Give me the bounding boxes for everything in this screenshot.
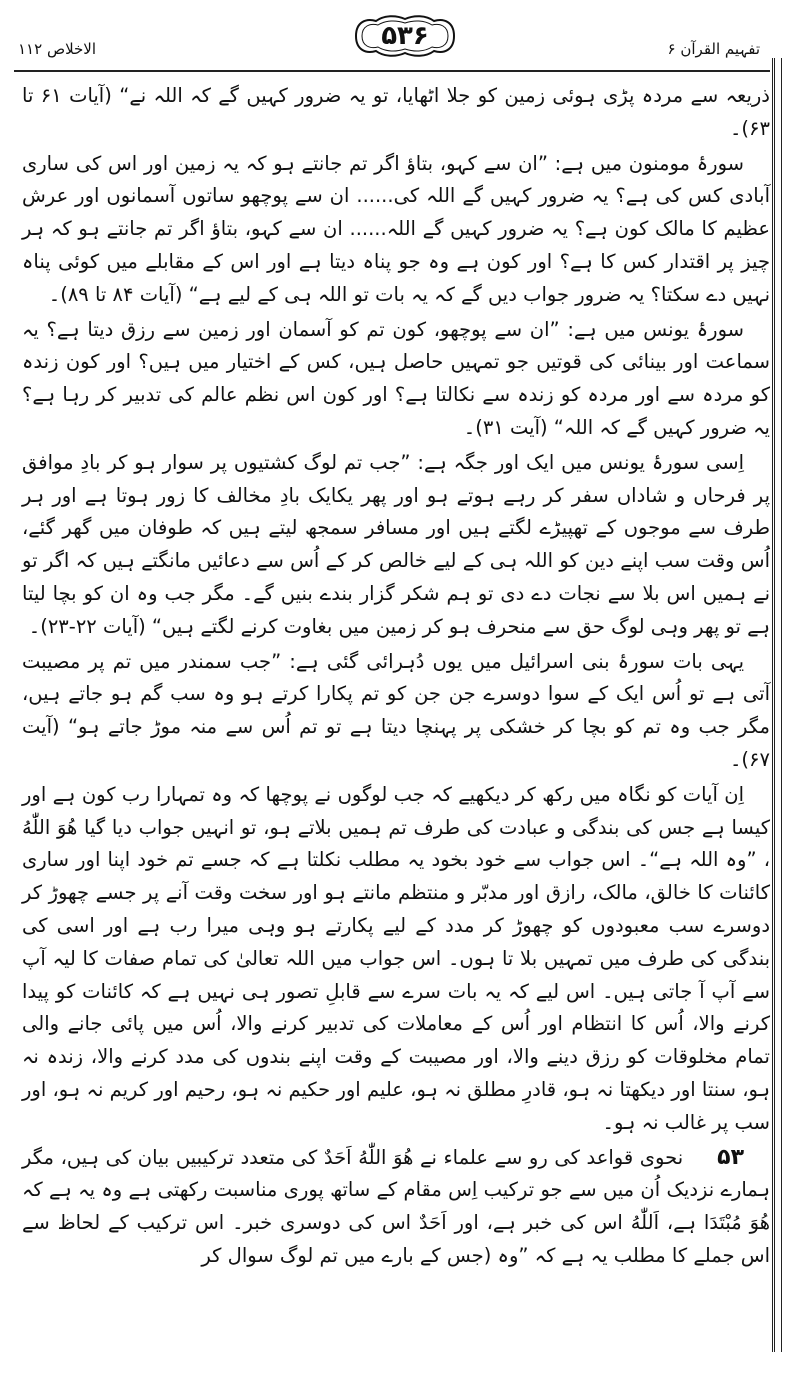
page-number: ۵۳۶ — [381, 21, 429, 51]
paragraph: ذریعہ سے مردہ پڑی ہوئی زمین کو جلا اٹھایا، تو یہ ضرور کہیں گے کہ اللہ نے“ (آیات ۶۱ تا ۶۳)۔ — [22, 84, 770, 140]
paragraph: سورۂ مومنون میں ہے: ”ان سے کہو، بتاؤ اگر تم جانتے ہو کہ یہ زمین اور اس کی ساری آبادی کس کی ہے؟ یہ ضرور کہیں گے اللہ کی...... ان سے پوچھو ساتوں آسمانوں اور عرش عظیم کا مالک کون ہے؟ یہ ضرور کہیں گے اللہ...... ان سے کہو، بتاؤ اگر تم جانتے ہو کہ ہر چیز پر اقتدار کس کا ہے؟ اور کون ہے وہ جو پناہ دیتا ہے اور اس کے مقابلے میں کوئی پناہ نہیں دے سکتا؟ یہ ضرور جواب دیں گے کہ یہ بات تو اللہ ہی کے لیے ہے“ (آیات ۸۴ تا ۸۹)۔ — [22, 151, 770, 306]
paragraph: سورۂ یونس میں ہے: ”ان سے پوچھو، کون تم کو آسمان اور زمین سے رزق دیتا ہے؟ یہ سماعت اور بینائی کی قوتیں جو تمہیں حاصل ہیں، کس کے اختیار میں ہیں؟ اور کون زندہ کو مردہ سے اور مردہ کو زندہ سے نکالتا ہے؟ اور کون اس نظم عالم کی تدبیر کر رہا ہے؟ یہ ضرور کہیں گے کہ اللہ“ (آیت ۳۱)۔ — [22, 317, 770, 439]
footnote-number: ۵۳ — [717, 1144, 744, 1170]
paragraph: اِن آیات کو نگاہ میں رکھ کر دیکھیے کہ جب لوگوں نے پوچھا کہ وہ تمہارا رب کون ہے اور کیسا ہے جس کی بندگی و عبادت کی طرف تم ہمیں بلاتے ہو، تو انہیں جواب دیا گیا هُوَ اللّٰهُ ، ”وہ اللہ ہے“۔ اس جواب سے خود بخود یہ مطلب نکلتا ہے کہ جسے تم خود اپنا اور ساری کائنات کا خالق، مالک، رازق اور مدبّر و منتظم مانتے ہو اور سخت وقت آنے پر جسے چھوڑ کر دوسرے سب معبودوں کو چھوڑ کر مدد کے لیے پکارتے ہو وہی میرا رب ہے اور اسی کی بندگی کی طرف میں تمہیں بلا تا ہوں۔ اس جواب میں اللہ تعالیٰ کی تمام صفات کا لیہ آپ سے آپ آ جاتی ہیں۔ اس لیے کہ یہ بات سرے سے قابلِ تصور ہی نہیں ہے کہ کائنات کو پیدا کرنے والا، اُس کا انتظام اور اُس کے معاملات کی تدبیر کرنے والا، اُس میں پائی جانے والی تمام مخلوقات کو رزق دینے والا، اور مصیبت کے وقت اپنے بندوں کی مدد کرنے والا، زندہ نہ ہو، سنتا اور دیکھتا نہ ہو، قادرِ مطلق نہ ہو، علیم اور حکیم نہ ہو، رحیم اور کریم نہ ہو، اور سب پر غالب نہ ہو۔ — [22, 782, 770, 1134]
header-rule — [14, 70, 770, 72]
surah-reference: الاخلاص ۱۱۲ — [18, 40, 97, 58]
footnote — [22, 1142, 770, 1273]
paragraph: اِسی سورۂ یونس میں ایک اور جگہ ہے: ”جب تم لوگ کشتیوں پر سوار ہو کر بادِ موافق پر فرحاں و شاداں سفر کر رہے ہوتے ہو اور پھر یکایک بادِ مخالف کا زور ہوتا ہے اور ہر طرف سے موجوں کے تھپیڑے لگتے ہیں اور مسافر سمجھ لیتے ہیں کہ طوفان میں گھر گئے، اُس وقت سب اپنے دین کو اللہ ہی کے لیے خالص کر کے اُس سے دعائیں مانگتے ہیں کہ اگر تو نے ہمیں اس بلا سے نجات دے دی تو ہم شکر گزار بندے بنیں گے۔ مگر جب وہ ان کو بچا لیتا ہے تو پھر وہی لوگ حق سے منحرف ہو کر زمین میں بغاوت کرنے لگتے ہیں“ (آیات ۲۲-۲۳)۔ — [22, 450, 770, 638]
main-text — [22, 80, 770, 1360]
margin-border — [772, 58, 782, 1352]
book-title: تفہیم القرآن ۶ — [667, 40, 760, 58]
paragraph: یہی بات سورۂ بنی اسرائیل میں یوں دُہرائی گئی ہے: ”جب سمندر میں تم پر مصیبت آتی ہے تو اُس ایک کے سوا دوسرے جن جن کو تم پکارا کرتے ہو وہ سب گم ہو جاتے ہیں، مگر جب وہ تم کو بچا کر خشکی پر پہنچا دیتا ہے تو تم اُس سے منہ موڑ جاتے ہو“ (آیت ۶۷)۔ — [22, 649, 770, 771]
footnote-text: نحوی قواعد کی رو سے علماء نے هُوَ اللّٰهُ اَحَدٌ کی متعدد ترکیبیں بیان کی ہیں، مگر ہمارے نزدیک اُن میں سے جو ترکیب اِس مقام کے ساتھ پوری مناسبت رکھتی ہے وہ یہ ہے کہ هُوَ مُبْتَدَا ہے، اَللّٰهُ اس کی خبر ہے، اور اَحَدٌ اس کی دوسری خبر۔ اس ترکیب کے لحاظ سے اس جملے کا مطلب یہ ہے کہ ”وہ (جس کے بارے میں تم لوگ سوال کر — [22, 1145, 770, 1267]
page-number-ornament — [346, 12, 464, 60]
